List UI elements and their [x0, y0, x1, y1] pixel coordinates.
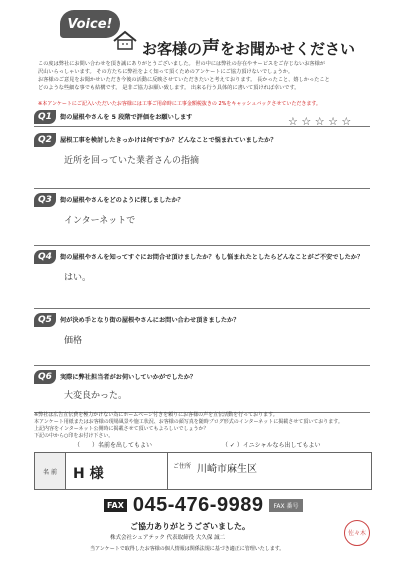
contact-form: [34, 452, 372, 490]
question-3: [34, 193, 370, 246]
q-text: 何が決め手となり街の屋根やさんにお問い合わせ頂きましたか？: [60, 317, 240, 324]
address-value[interactable]: 川崎市麻生区: [197, 464, 257, 475]
q-text: 屋根工事を検討したきっかけは何ですか？どんなことで悩まれていましたか？: [60, 137, 277, 144]
publication-note: ※弊社は広告宣伝費を極力かけない為にホームページ付きを頼りにお客様の声を宣伝活動を行っております。 本アンケート用紙またはお客様の現場風景や施工状況、お客様の顔写真を随時ブログ形式のインターネットに掲載させて頂いております。 上記内容をインターネット公開時に掲載させて頂いてもよろしいでしょうか？ 下記の中から○印をお付け下さい。: [34, 412, 343, 439]
house-icon: [112, 30, 138, 50]
question-2: [34, 133, 370, 189]
q-number: Q5: [34, 313, 56, 327]
option-full-name[interactable]: （ ）名前を出してもよい: [74, 442, 153, 449]
thanks-text: ご協力ありがとうございました。: [130, 522, 250, 531]
rating-stars[interactable]: ☆ ☆ ☆ ☆ ☆: [288, 115, 352, 128]
voice-badge: Voice!: [60, 10, 120, 38]
q-number: Q2: [34, 133, 56, 147]
question-1: [34, 110, 370, 127]
q-number: Q4: [34, 250, 56, 264]
q-text: 実際に弊社担当者がお伺いしていかがでしたか？: [60, 374, 197, 381]
company-name: 株式会社シェアテック 代表取締役 大久保 誠二: [110, 535, 226, 541]
answer-text: 近所を回っていた業者さんの指摘: [64, 156, 200, 166]
star-rating[interactable]: [282, 110, 351, 129]
cashback-note: ※本アンケートにご記入いただいたお客様には工事ご用命時に工事金額税抜きの 2%をキャッシュバックさせていただきます。: [38, 101, 321, 107]
consent-options: [34, 440, 370, 449]
fax-number: 045-476-9989: [132, 494, 264, 516]
name-value[interactable]: H 様: [73, 466, 104, 482]
q-text: 街の屋根やさんをどのように探しましたか？: [60, 197, 184, 204]
fax-row: [104, 494, 303, 517]
question-4: [34, 250, 370, 309]
address-label: ご住所: [173, 463, 192, 470]
answer-text: インターネットで: [64, 216, 136, 226]
q-number: Q3: [34, 193, 56, 207]
q-number: Q1: [34, 110, 56, 124]
answer-text: 価格: [64, 336, 83, 346]
privacy-note: 当アンケートで取得したお客様の個人情報は関係法規に基づき適正に管理いたします。: [90, 546, 285, 552]
q-text: 街の屋根やさんを知ってすぐにお問合せ頂けましたか？もし悩まれたとしたらどんなことがご不安でしたか？: [60, 254, 364, 261]
answer-text: 大変良かった。: [64, 391, 128, 401]
name-label: 名 前: [35, 453, 66, 489]
fax-label: FAX: [104, 499, 127, 512]
answer-text: はい。: [64, 273, 92, 283]
fax-tag: FAX 番号: [269, 499, 302, 512]
page-title: お客様の声をお聞かせください: [142, 38, 356, 59]
option-initials[interactable]: （ ✓ ）イニシャルなら出してもよい: [222, 442, 321, 449]
question-5: [34, 313, 370, 366]
intro-text: この度は弊社にお問い合わせを頂き誠にありがとうございました。 世の中には弊社の存在やサービスをご存じないお客様が 沢山いらっしゃいます。 その方たちに弊社をよく知って頂くためのアンケートにご協力頂けないでしょうか。 お客様のご意見をお聞かせいただき今後の活動に反映させていただきたいと考えております。 長かったこと、嬉しかったこと どのような些細な事でも結構です。 是非ご協力お願い致します。 出来る行う具体的に書いて頂ければ幸いです。: [38, 61, 330, 91]
seal-stamp: 佐々木: [344, 520, 370, 546]
question-6: [34, 370, 370, 413]
q-text: 街の屋根やさんを 5 段階で評価をお願いします: [60, 114, 193, 121]
q-number: Q6: [34, 370, 56, 384]
